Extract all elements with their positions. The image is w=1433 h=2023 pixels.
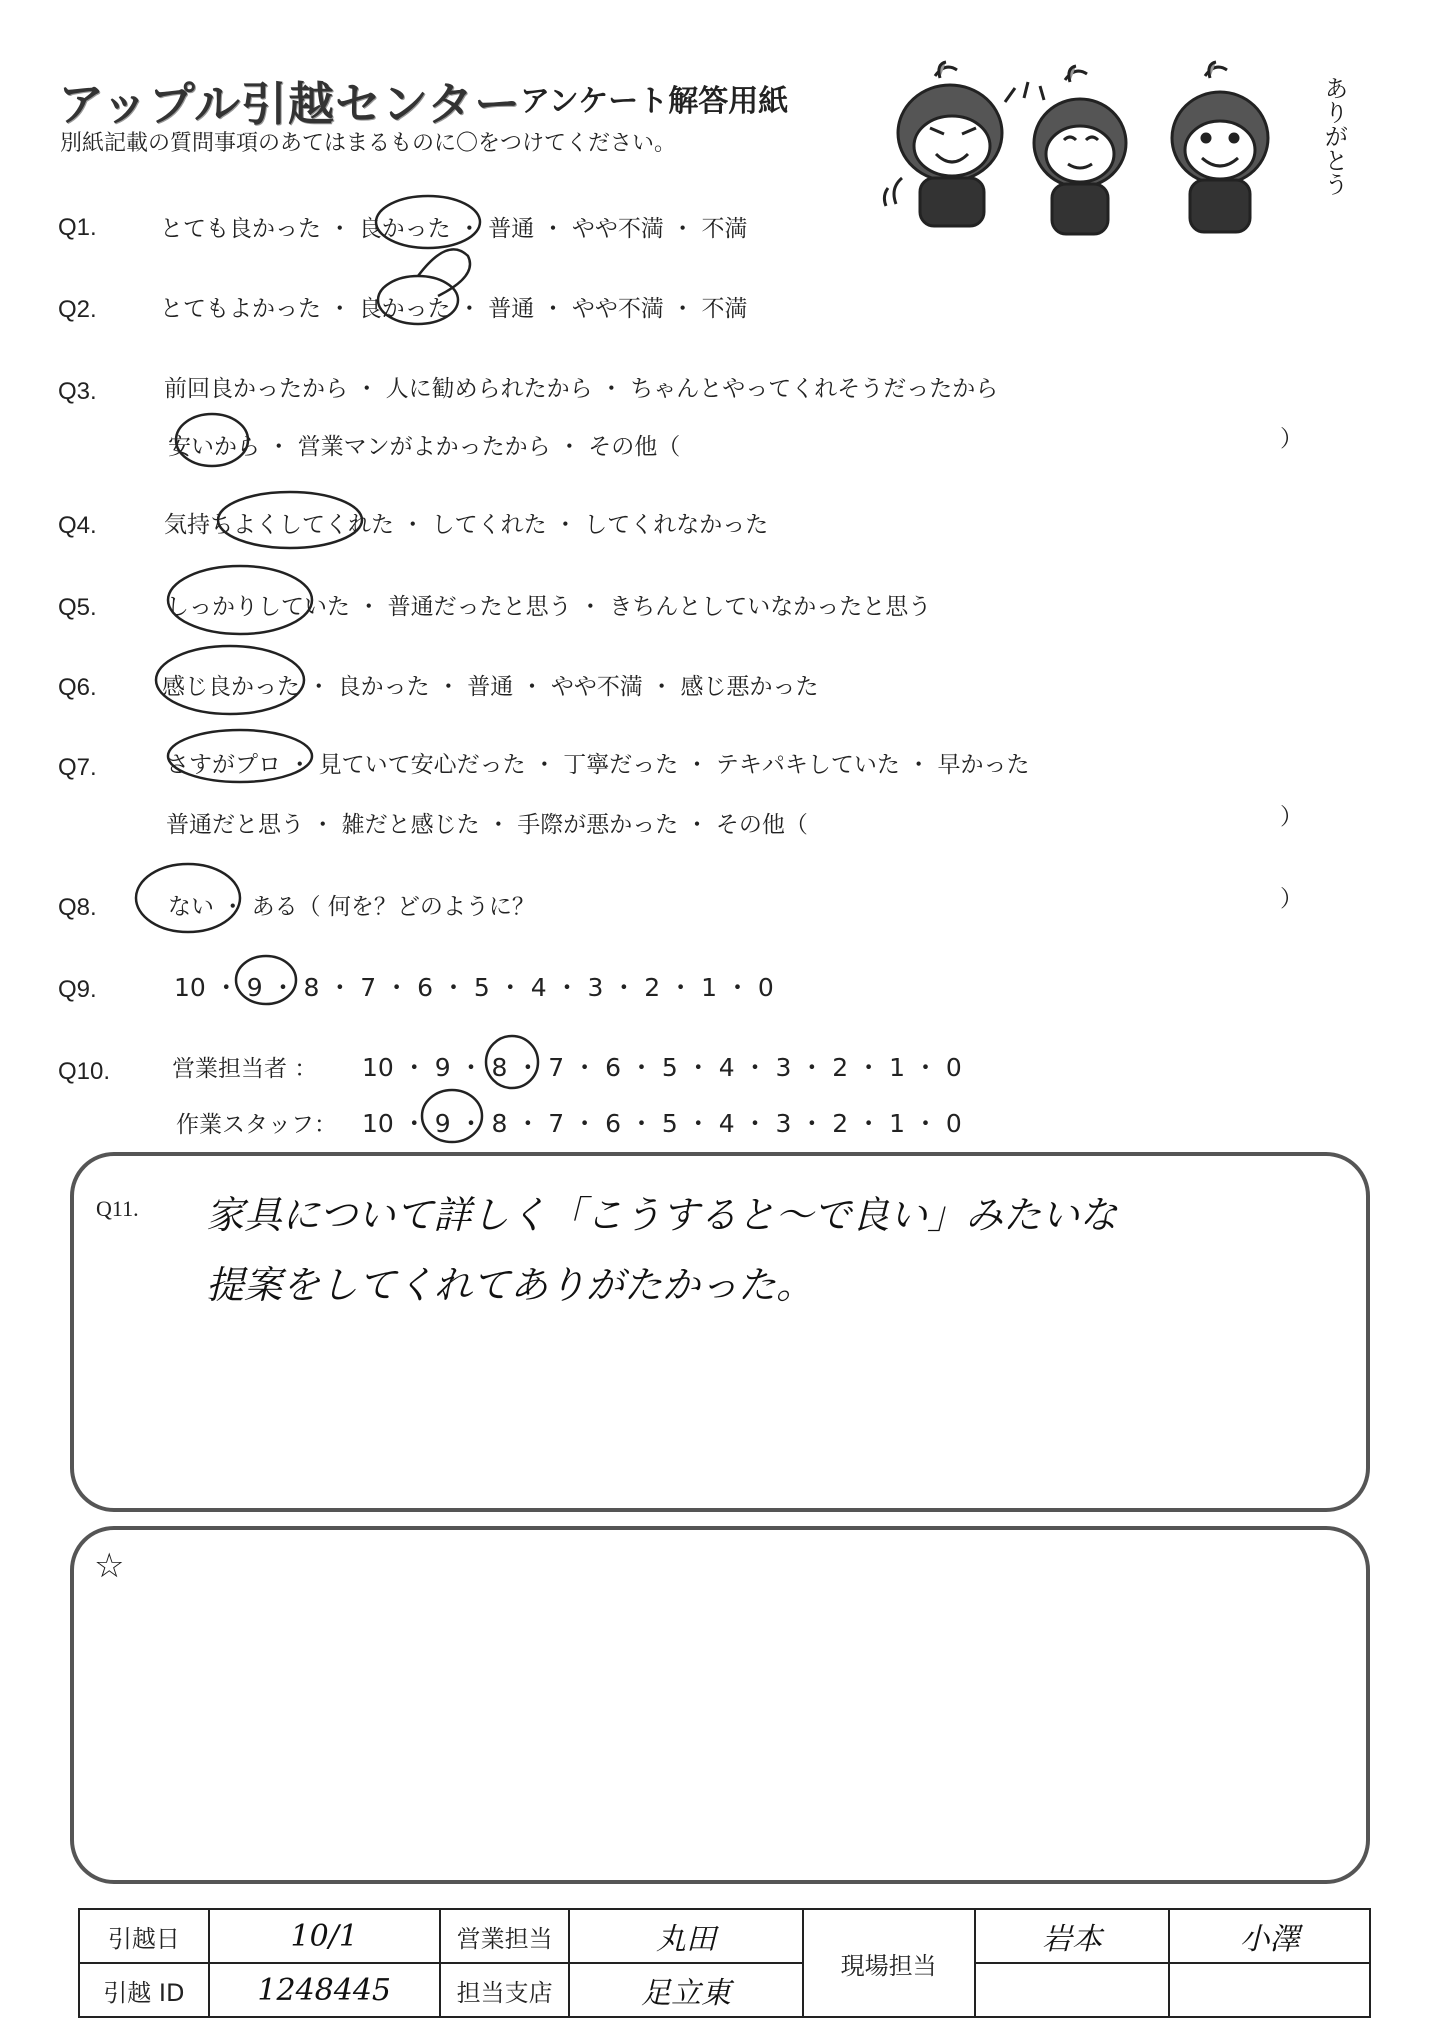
move-date-value: 10/1 xyxy=(209,1909,440,1963)
star-icon: ☆ xyxy=(94,1546,125,1586)
q10-staff-label: 作業スタッフ： xyxy=(176,1112,337,1138)
q6-label: Q6. xyxy=(58,674,97,701)
q7-options-line2: 普通だと思う ・ 雑だと感じた ・ 手際が悪かった ・ その他（ xyxy=(166,812,808,838)
q11-answer-line1: 家具について詳しく「こうすると～で良い」みたいな xyxy=(206,1193,1118,1237)
q3-options-line1: 前回良かったから ・ 人に勧められたから ・ ちゃんとやってくれそうだったから xyxy=(164,376,999,402)
q2-label: Q2. xyxy=(58,296,97,323)
q7-circle-mark xyxy=(168,730,312,782)
q6-options: 感じ良かった ・ 良かった ・ 普通 ・ やや不満 ・ 感じ悪かった xyxy=(162,674,819,700)
move-date-label: 引越日 xyxy=(79,1909,209,1963)
brand-title: アップル引越センター xyxy=(58,77,522,131)
q3-circle-mark xyxy=(176,414,248,466)
q8-label: Q8. xyxy=(58,894,97,921)
q2-options: とてもよかった ・ 良かった ・ 普通 ・ やや不満 ・ 不満 xyxy=(160,296,748,322)
q7-close-paren: ） xyxy=(1280,804,1303,830)
site-staff-2: 小澤 xyxy=(1169,1909,1370,1963)
q1-options: とても良かった ・ 良かった ・ 普通 ・ やや不満 ・ 不満 xyxy=(160,216,748,242)
sales-rep-value: 丸田 xyxy=(569,1909,802,1963)
site-staff-empty-2 xyxy=(1169,1963,1370,2017)
site-staff-1: 岩本 xyxy=(975,1909,1170,1963)
branch-label: 担当支店 xyxy=(440,1963,570,2017)
q8-circle-mark xyxy=(136,864,240,932)
q3-label: Q3. xyxy=(58,378,97,405)
q9-label: Q9. xyxy=(58,976,97,1003)
q7-options-line1: さすがプロ ・ 見ていて安心だった ・ 丁寧だった ・ テキパキしていた ・ 早かった xyxy=(166,752,1030,778)
q4-circle-mark xyxy=(218,492,362,548)
q3-close-paren: ） xyxy=(1280,426,1303,452)
q10-staff-scale: 10 ・ 9 ・ 8 ・ 7 ・ 6 ・ 5 ・ 4 ・ 3 ・ 2 ・ 1 ・ 0 xyxy=(362,1109,962,1138)
q2-circle-mark xyxy=(378,276,458,324)
instruction-text: 別紙記載の質問事項のあてはまるものに〇をつけてください。 xyxy=(60,131,677,156)
q4-label: Q4. xyxy=(58,512,97,539)
q5-options: しっかりしていた ・ 普通だったと思う ・ きちんとしていなかったと思う xyxy=(166,594,932,620)
q10-sales-circle-mark xyxy=(486,1036,538,1088)
q9-scale: 10 ・ 9 ・ 8 ・ 7 ・ 6 ・ 5 ・ 4 ・ 3 ・ 2 ・ 1 ・ 0 xyxy=(174,973,774,1002)
q1-circle-mark xyxy=(376,196,480,248)
footer-info-table xyxy=(78,1908,1371,2018)
q5-circle-mark xyxy=(168,566,312,634)
move-id-value: 1248445 xyxy=(209,1963,440,2017)
move-id-label: 引越 ID xyxy=(79,1963,209,2017)
q5-label: Q5. xyxy=(58,594,97,621)
q6-circle-mark xyxy=(156,646,304,714)
q7-label: Q7. xyxy=(58,754,97,781)
q4-options: 気持ちよくしてくれた ・ してくれた ・ してくれなかった xyxy=(164,512,769,538)
q8-close-paren: ） xyxy=(1280,886,1303,912)
q3-options-line2: 安いから ・ 営業マンがよかったから ・ その他（ xyxy=(168,434,681,460)
thanks-text: ありがとう xyxy=(1320,76,1348,196)
form-title: アンケート解答用紙 xyxy=(520,84,789,119)
q9-circle-mark xyxy=(236,956,296,1004)
site-staff-empty-1 xyxy=(975,1963,1170,2017)
q10-sales-label: 営業担当者 ： xyxy=(172,1056,318,1082)
q1-label: Q1. xyxy=(58,214,97,241)
q10-staff-circle-mark xyxy=(422,1090,482,1142)
q8-options: ない ・ ある（ 何を？どのように？ xyxy=(168,894,535,920)
sales-rep-label: 営業担当 xyxy=(440,1909,570,1963)
q11-answer-line2: 提案をしてくれてありがたかった。 xyxy=(206,1263,815,1307)
q10-sales-scale: 10 ・ 9 ・ 8 ・ 7 ・ 6 ・ 5 ・ 4 ・ 3 ・ 2 ・ 1 ・ 0 xyxy=(362,1053,962,1082)
q11-label: Q11. xyxy=(96,1196,139,1221)
branch-value: 足立東 xyxy=(569,1963,802,2017)
q10-label: Q10. xyxy=(58,1058,111,1085)
free-comment-box xyxy=(70,1526,1370,1884)
site-staff-label: 現場担当 xyxy=(803,1909,975,2017)
q2-stroke-mark xyxy=(418,249,470,296)
